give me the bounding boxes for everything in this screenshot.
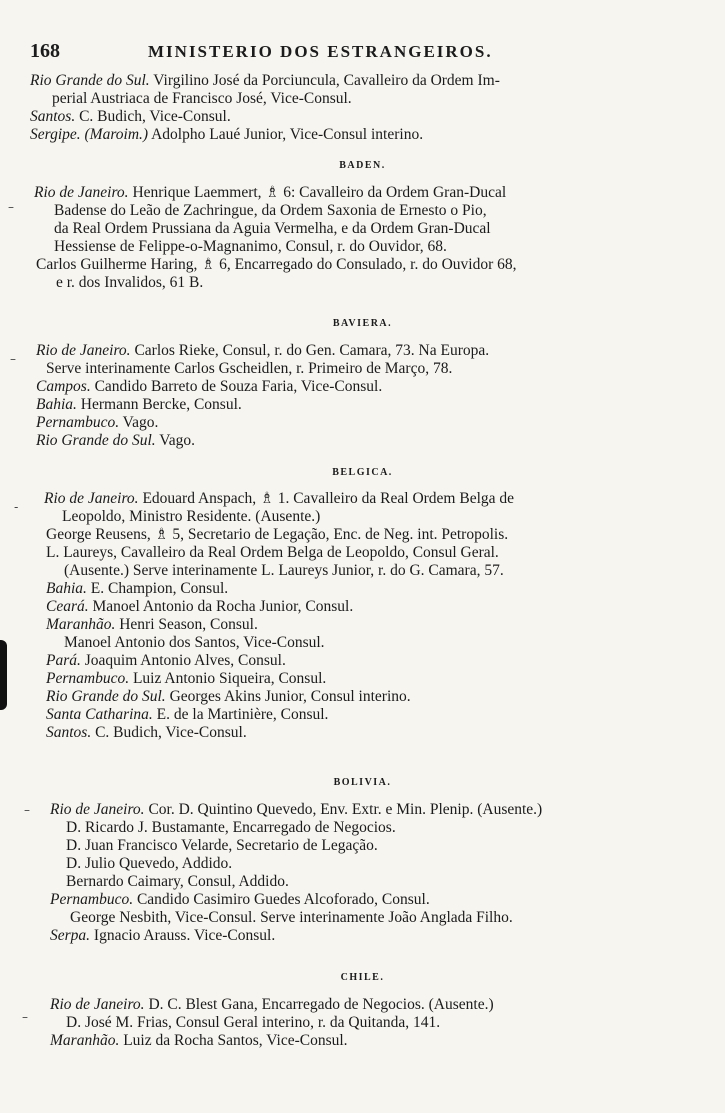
section-heading-belgica: BELGICA. [332, 467, 393, 478]
entry-line: Serve interinamente Carlos Gscheidlen, r. Primeiro de Março, 78. [46, 360, 453, 377]
entry-line: Maranhão. Henri Season, Consul. [46, 616, 258, 633]
entry-line: Sergipe. (Maroim.) Adolpho Laué Junior, Vice-Consul interino. [30, 126, 424, 143]
page-number: 168 [30, 40, 60, 62]
entry-line: Santos. C. Budich, Vice-Consul. [46, 724, 247, 741]
entry-line: Maranhão. Luiz da Rocha Santos, Vice-Consul. [50, 1032, 348, 1049]
entry-line: George Reusens, ♗ 5, Secretario de Legação, Enc. de Neg. int. Petropolis. [46, 526, 509, 543]
entry-line: D. Juan Francisco Velarde, Secretario de Legação. [66, 837, 378, 854]
section-heading-baden: BADEN. [339, 160, 386, 171]
page-header [30, 40, 685, 62]
entry-line: Bernardo Caimary, Consul, Addido. [66, 873, 289, 890]
running-title: MINISTERIO DOS ESTRANGEIROS. [148, 42, 493, 61]
entry-line: Rio Grande do Sul. Virgilino José da Porciuncula, Cavalleiro da Ordem Im- [30, 72, 500, 89]
entry-line: Pará. Joaquim Antonio Alves, Consul. [46, 652, 286, 669]
entry-line: Bahia. E. Champion, Consul. [46, 580, 229, 597]
binding-edge [0, 640, 7, 710]
entry-line: perial Austriaca de Francisco José, Vice-Consul. [52, 90, 352, 107]
entry-line: Manoel Antonio dos Santos, Vice-Consul. [64, 634, 325, 651]
entry-line: Rio Grande do Sul. Vago. [36, 432, 196, 449]
section-heading-baviera: BAVIERA. [332, 318, 393, 329]
entry-line: Rio de Janeiro. Carlos Rieke, Consul, r. do Gen. Camara, 73. Na Europa. [36, 342, 490, 359]
section-heading-chile: CHILE. [340, 972, 385, 983]
entry-line: L. Laureys, Cavalleiro da Real Ordem Belga de Leopoldo, Consul Geral. [46, 544, 499, 561]
entry-line: (Ausente.) Serve interinamente L. Laureys Junior, r. do G. Camara, 57. [64, 562, 504, 579]
entry-line: Rio de Janeiro. Henrique Laemmert, ♗ 6: Cavalleiro da Ordem Gran-Ducal [34, 184, 507, 201]
entry-line: Pernambuco. Luiz Antonio Siqueira, Consul. [46, 670, 327, 687]
entry-line: Pernambuco. Vago. [36, 414, 159, 431]
margin-dash-mark: – [24, 803, 30, 817]
entry-line: Campos. Candido Barreto de Souza Faria, Vice-Consul. [36, 378, 383, 395]
entry-line: Serpa. Ignacio Arauss. Vice-Consul. [50, 927, 276, 944]
entry-line: D. Ricardo J. Bustamante, Encarregado de Negocios. [66, 819, 396, 836]
entry-line: da Real Ordem Prussiana da Aguia Vermelha, e da Ordem Gran-Ducal [54, 220, 491, 237]
entry-line: D. Julio Quevedo, Addido. [66, 855, 233, 872]
entry-line: e r. dos Invalidos, 61 B. [56, 274, 204, 291]
entry-line: D. José M. Frias, Consul Geral interino, r. da Quitanda, 141. [66, 1014, 441, 1031]
entry-line: Rio de Janeiro. Cor. D. Quintino Quevedo, Env. Extr. e Min. Plenip. (Ausente.) [50, 801, 543, 818]
margin-dash-mark: – [8, 200, 14, 214]
entry-line: Ceará. Manoel Antonio da Rocha Junior, Consul. [46, 598, 354, 615]
margin-dash-mark: - [14, 500, 19, 514]
entry-line: Bahia. Hermann Bercke, Consul. [36, 396, 242, 413]
entry-line: Rio de Janeiro. D. C. Blest Gana, Encarregado de Negocios. (Ausente.) [50, 996, 494, 1013]
entry-line: Rio de Janeiro. Edouard Anspach, ♗ 1. Cavalleiro da Real Ordem Belga de [44, 490, 515, 507]
entry-line: Leopoldo, Ministro Residente. (Ausente.) [62, 508, 321, 525]
entry-line: Santos. C. Budich, Vice-Consul. [30, 108, 231, 125]
entry-line: Badense do Leão de Zachringue, da Ordem Saxonia de Ernesto o Pio, [54, 202, 487, 219]
entry-line: Carlos Guilherme Haring, ♗ 6, Encarregado do Consulado, r. do Ouvidor 68, [36, 256, 517, 273]
entry-line: Santa Catharina. E. de la Martinière, Consul. [46, 706, 329, 723]
entry-line: Pernambuco. Candido Casimiro Guedes Alcoforado, Consul. [50, 891, 430, 908]
margin-dash-mark: – [22, 1010, 28, 1024]
section-heading-bolivia: BOLIVIA. [333, 777, 392, 788]
entry-line: Rio Grande do Sul. Georges Akins Junior, Consul interino. [46, 688, 411, 705]
entry-line: George Nesbith, Vice-Consul. Serve interinamente João Anglada Filho. [70, 909, 513, 926]
margin-dash-mark: – [10, 352, 16, 366]
entry-line: Hessiense de Felippe-o-Magnanimo, Consul, r. do Ouvidor, 68. [54, 238, 447, 255]
